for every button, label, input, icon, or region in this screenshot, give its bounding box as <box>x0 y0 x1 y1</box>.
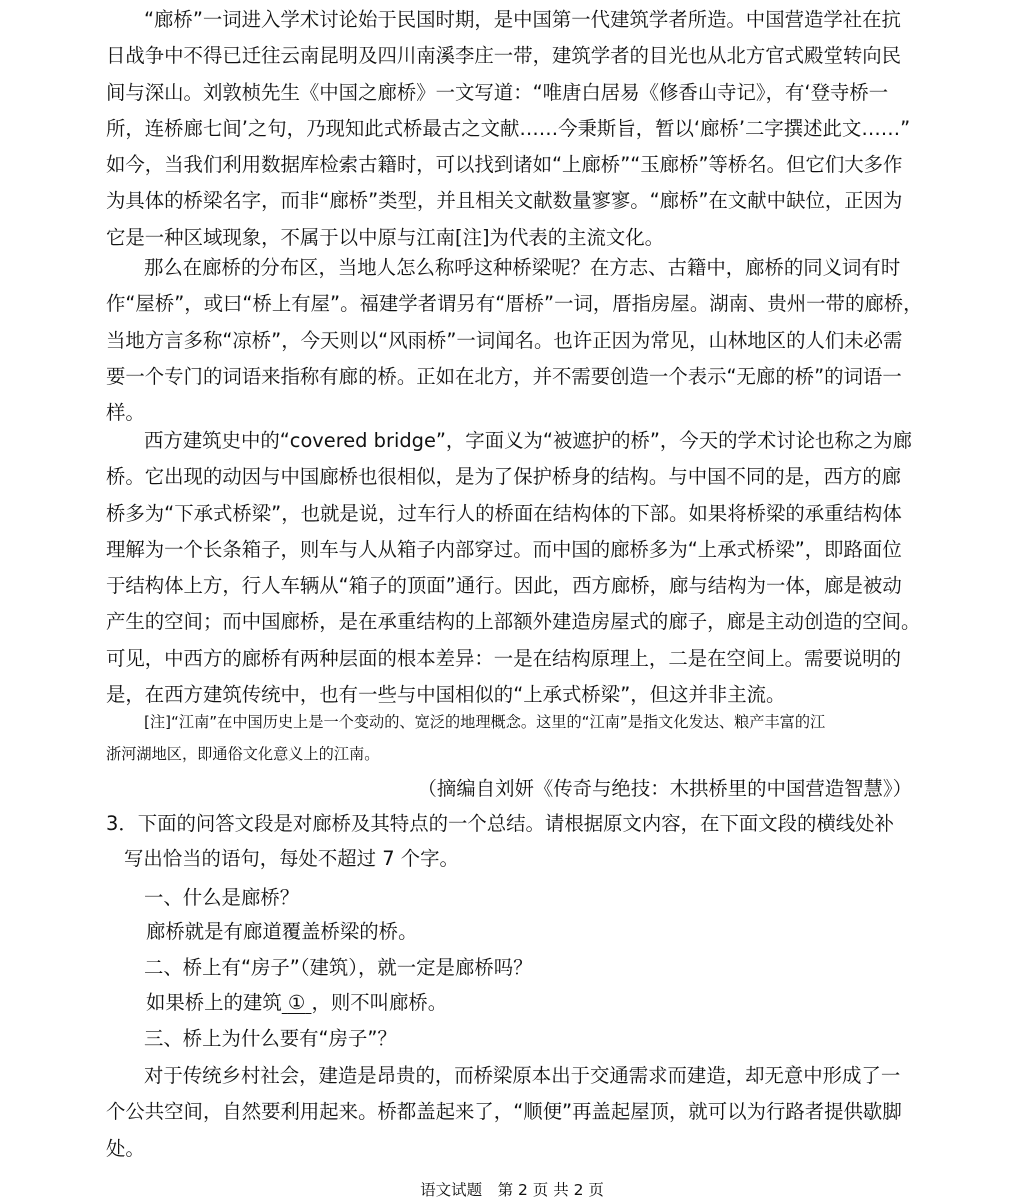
text-line: 样。 <box>106 401 145 425</box>
answer-2 <box>106 985 962 1020</box>
text-line: 西方建筑史中的“covered bridge”，字面义为“被遮护的桥”，今天的学术讨论也称之为廊 <box>144 429 912 452</box>
text-line: 桥多为“下承式桥梁”，也就是说，过车行人的桥面在结构体的下部。如果将桥梁的承重结构体 <box>106 501 902 525</box>
sub-question-3: 三、桥上为什么要有“房子”？ <box>144 1027 397 1050</box>
answer-2-before: 如果桥上的建筑 <box>146 991 282 1014</box>
text-line: 要一个专门的词语来指称有廊的桥。正如在北方，并不需要创造一个表示“无廊的桥”的词语一 <box>106 364 902 388</box>
answer-3 <box>106 1058 922 1167</box>
text-line: 理解为一个长条箱子，则车与人从箱子内部穿过。而中国的廊桥多为“上承式桥梁”，即路面位 <box>106 537 902 561</box>
sub-question-1: 一、什么是廊桥？ <box>144 886 300 909</box>
answer-2-after: ，则不叫廊桥。 <box>311 991 448 1014</box>
article-paragraph-1 <box>106 2 922 256</box>
text-line: “廊桥”一词进入学术讨论始于民国时期，是中国第一代建筑学者所造。中国营造学社在抗 <box>144 8 901 31</box>
article-source: （摘编自刘妍《传奇与绝技：木拱桥里的中国营造智慧》） <box>417 777 912 800</box>
text-line: 于结构体上方，行人车辆从“箱子的顶面”通行。因此，西方廊桥，廊与结构为一体，廊是被动 <box>106 574 902 598</box>
text-line: 当地方言多称“凉桥”，今天则以“风雨桥”一词闻名。也许正因为常见，山林地区的人们未必需 <box>106 328 903 352</box>
question-line: 写出恰当的语句，每处不超过 7 个字。 <box>124 847 459 870</box>
text-line: 处。 <box>106 1136 145 1160</box>
blank-number: ① <box>287 991 306 1014</box>
text-line: 那么在廊桥的分布区，当地人怎么称呼这种桥梁呢？在方志、古籍中，廊桥的同义词有时 <box>144 256 901 279</box>
text-line: 可见，中西方的廊桥有两种层面的根本差异：一是在结构原理上，二是在空间上。需要说明的 <box>106 646 902 670</box>
text-line: 为具体的桥梁名字，而非“廊桥”类型，并且相关文献数量寥寥。“廊桥”在文献中缺位，正因为 <box>106 189 903 213</box>
text-line: 产生的空间；而中国廊桥，是在承重结构的上部额外建造房屋式的廊子，廊是主动创造的空间。 <box>106 610 921 634</box>
footnote-line: 浙河湖地区，即通俗文化意义上的江南。 <box>106 745 380 763</box>
question-3-stem <box>106 806 922 876</box>
text-line: 对于传统乡村社会，建造是昂贵的，而桥梁原本出于交通需求而建造，却无意中形成了一 <box>144 1064 901 1087</box>
text-line: 所，连桥廊七间’之句，乃现知此式桥最古之文献……今秉斯旨，暂以‘廊桥’二字撰述此文……” <box>106 116 911 140</box>
sub-question-2: 二、桥上有“房子”（建筑），就一定是廊桥吗？ <box>144 956 533 979</box>
article-paragraph-3 <box>106 423 922 713</box>
text-line: 桥。它出现的动因与中国廊桥也很相似，是为了保护桥身的结构。与中国不同的是，西方的廊 <box>106 465 902 489</box>
text-line: 间与深山。刘敦桢先生《中国之廊桥》一文写道：“唯唐白居易《修香山寺记》，有‘登寺桥一 <box>106 80 889 104</box>
footnote-line: [注]“江南”在中国历史上是一个变动的、宽泛的地理概念。这里的“江南”是指文化发达、粮产丰富的江 <box>144 713 826 731</box>
text-line: 如今，当我们利用数据库检索古籍时，可以找到诸如“上廊桥”“玉廊桥”等桥名。但它们大多作 <box>106 153 903 177</box>
question-line: 3．下面的问答文段是对廊桥及其特点的一个总结。请根据原文内容，在下面文段的横线处补 <box>106 812 894 835</box>
text-line: 作“屋桥”，或曰“桥上有屋”。福建学者谓另有“厝桥”一词，厝指房屋。湖南、贵州一带的廊桥， <box>106 292 923 316</box>
text-line: 它是一种区域现象，不属于以中原与江南[注]为代表的主流文化。 <box>106 225 665 249</box>
footnote <box>106 706 922 770</box>
article-paragraph-2 <box>106 250 922 431</box>
text-line: 日战争中不得已迁往云南昆明及四川南溪李庄一带，建筑学者的目光也从北方官式殿堂转向民 <box>106 44 902 68</box>
page-footer: 语文试题 第 2 页 共 2 页 <box>420 1181 604 1199</box>
answer-1: 廊桥就是有廊道覆盖桥梁的桥。 <box>146 920 418 943</box>
fill-blank-1[interactable] <box>282 991 312 1014</box>
text-line: 个公共空间，自然要利用起来。桥都盖起来了，“顺便”再盖起屋顶，就可以为行路者提供歇脚 <box>106 1100 902 1124</box>
text-line: 是，在西方建筑传统中，也有一些与中国相似的“上承式桥梁”，但这并非主流。 <box>106 683 786 707</box>
